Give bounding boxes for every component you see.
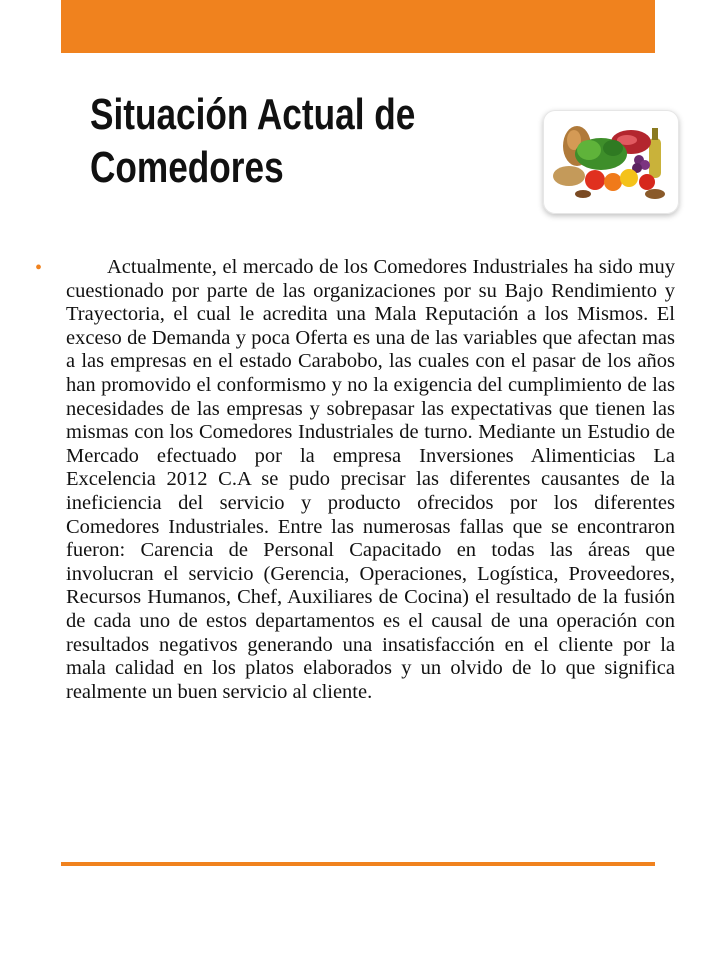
slide-title-line-2: Comedores xyxy=(90,143,284,192)
top-accent-bar xyxy=(61,0,655,53)
slide-title-line-1: Situación Actual de xyxy=(90,90,416,139)
bottom-accent-line xyxy=(61,862,655,866)
food-assortment-image xyxy=(543,110,679,214)
slide-title xyxy=(90,88,442,194)
bullet-marker: • xyxy=(35,257,43,279)
body-paragraph: Actualmente, el mercado de los Comedores Industriales ha sido muy cuestionado por parte de las organizaciones por su Bajo Rendimiento y Trayectoria, el cual le acredita una Mala Reputación a los Mismos. El exceso de Demanda y poca Oferta es una de las variables que afectan mas a las empresas en el estado Carabobo, las cuales con el pasar de los años han promovido el conformismo y no la exigencia del cumplimiento de las necesidades de las empresas y sobrepasar las expectativas que tienen las mismas con los Comedores Industriales de turno. Mediante un Estudio de Mercado efectuado por la empresa Inversiones Alimenticias La Excelencia 2012 C.A se pudo precisar las diferentes causantes de la ineficiencia del servicio y producto ofrecidos por los diferentes Comedores Industriales. Entre las numerosas fallas que se encontraron fueron: Carencia de Personal Capacitado en todas las áreas que involucran el servicio (Gerencia, Operaciones, Logística, Proveedores, Recursos Humanos, Chef, Auxiliares de Cocina) el resultado de la fusión de cada uno de estos departamentos es el causal de una operación con resultados negativos generando una insatisfacción en el cliente por la mala calidad en los platos elaborados y un olvido de lo que significa realmente un buen servicio al cliente. xyxy=(66,256,675,703)
